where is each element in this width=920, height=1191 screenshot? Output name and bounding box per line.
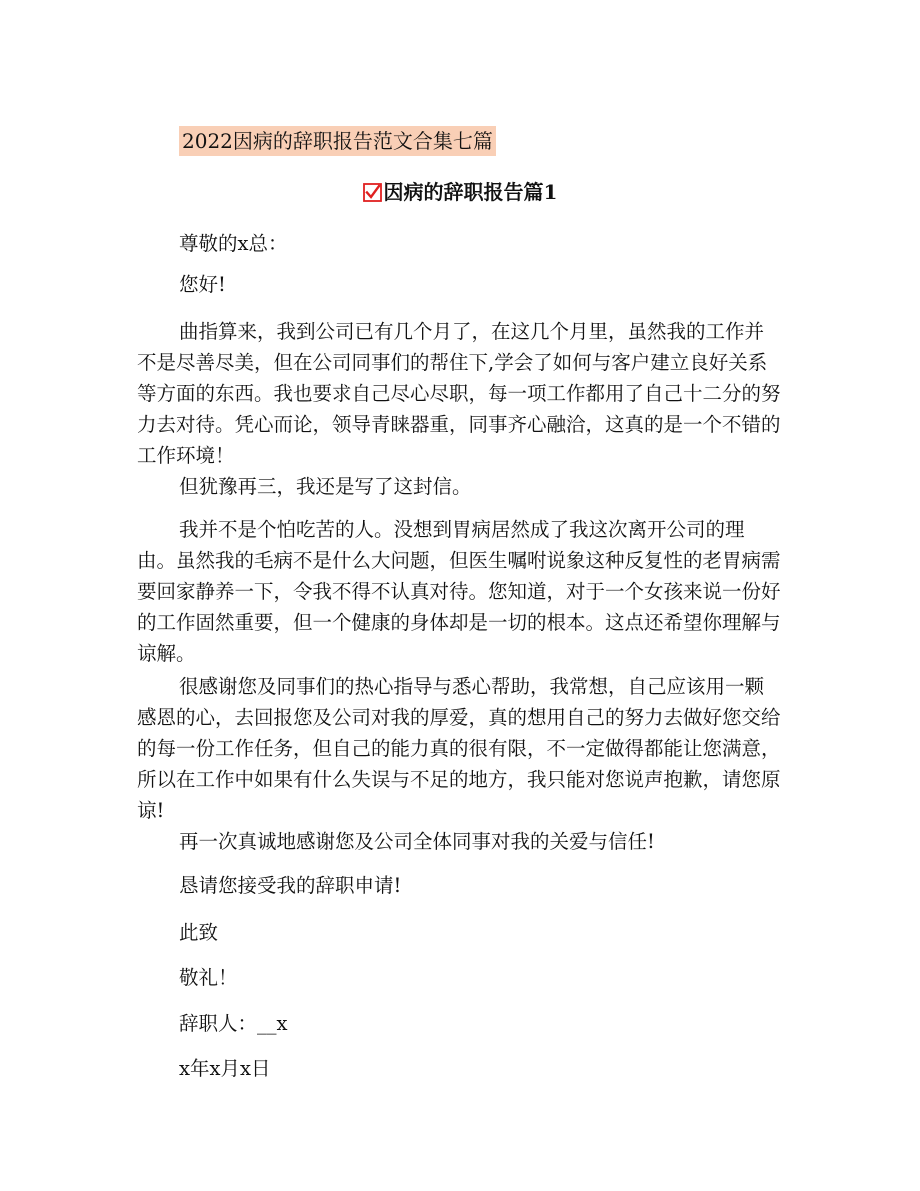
document-title: 2022因病的辞职报告范文合集七篇 xyxy=(179,126,496,156)
paragraph-2: 但犹豫再三，我还是写了这封信。 xyxy=(179,475,472,498)
paragraph-6: 恳请您接受我的辞职申请! xyxy=(179,874,402,897)
signature: 辞职人：__x xyxy=(179,1012,288,1035)
paragraph-5: 再一次真诚地感谢您及公司全体同事对我的关爱与信任! xyxy=(179,830,655,853)
paragraph-4: 很感谢您及同事们的热心指导与悉心帮助，我常想，自己应该用一颗感恩的心，去回报您及公司对我的厚爱，真的想用自己的努力去做好您交给的每一份工作任务，但自己的能力真的很有限，不一定做得都能让您满意，所以在工作中如果有什么失误与不足的地方，我只能对您说声抱歉，请您原谅! xyxy=(137,675,781,822)
paragraph-1: 曲指算来，我到公司已有几个月了，在这几个月里，虽然我的工作并不是尽善尽美，但在公司同事们的帮住下,学会了如何与客户建立良好关系等方面的东西。我也要求自己尽心尽职，每一项工作都用了自己十二分的努力去对待。凭心而论，领导青睐器重，同事齐心融洽，这真的是一个不错的工作环境！ xyxy=(137,320,781,467)
date: x年x月x日 xyxy=(179,1057,271,1080)
section-heading-text: 因病的辞职报告篇1 xyxy=(383,180,558,204)
salutation: 尊敬的x总： xyxy=(179,232,288,255)
greeting: 您好! xyxy=(179,273,226,296)
section-heading xyxy=(0,178,920,206)
paragraph-3: 我并不是个怕吃苦的人。没想到胃病居然成了我这次离开公司的理由。虽然我的毛病不是什么大问题，但医生嘱咐说象这种反复性的老胃病需要回家静养一下，令我不得不认真对待。您知道，对于一个女孩来说一份好的工作固然重要，但一个健康的身体却是一切的根本。这点还希望你理解与谅解。 xyxy=(137,518,781,665)
closing-line-1: 此致 xyxy=(179,921,219,944)
closing-line-2: 敬礼！ xyxy=(179,966,238,989)
checkbox-checked-icon xyxy=(363,183,382,202)
